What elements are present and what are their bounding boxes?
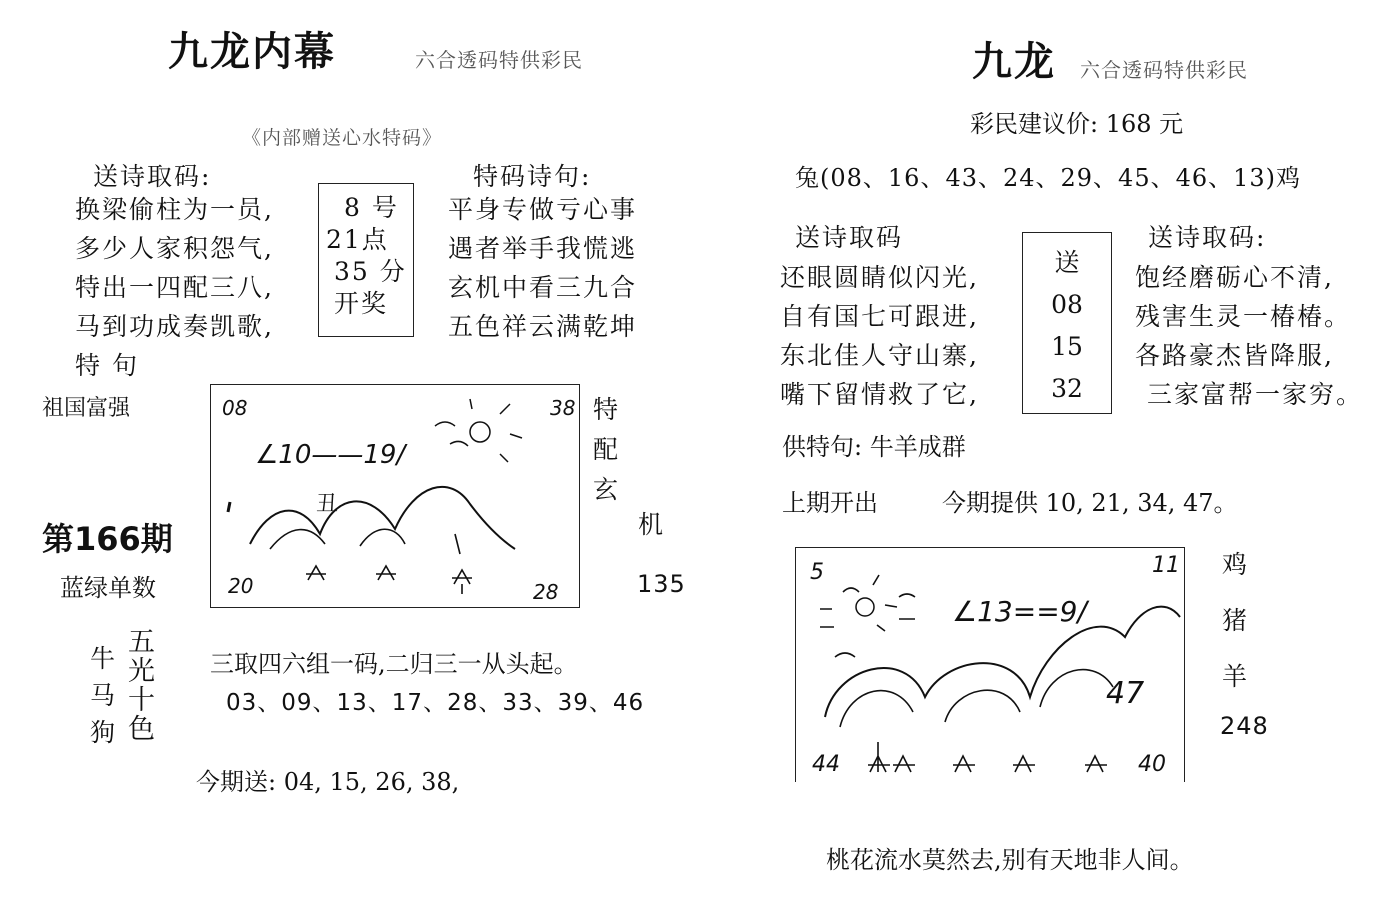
- last-issue-label: 上期开出: [782, 489, 878, 517]
- right-poem-right: [1135, 258, 1363, 414]
- special-label: 特 句: [75, 351, 139, 380]
- poem-line: 马到功成奏凯歌,: [75, 312, 274, 341]
- poem-line: 各路豪杰皆降服,: [1135, 341, 1334, 370]
- send-numbers: 今期送: 04, 15, 26, 38,: [196, 768, 460, 796]
- animal: 牛: [90, 644, 118, 673]
- draw-day: 8 号: [344, 193, 399, 222]
- left-sketch-drawing: [210, 384, 580, 608]
- issue-number: 第166期: [42, 520, 173, 558]
- poem-line: 特出一四配三八,: [75, 273, 274, 302]
- five-ten-colors: [128, 628, 155, 744]
- number-line: 兔(08、16、43、24、29、45、46、13)鸡: [795, 164, 1302, 192]
- right-sketch-drawing: [795, 547, 1185, 783]
- poem-line: 三家富帮一家穷。: [1147, 380, 1364, 409]
- left-poem-header: 送诗取码:: [93, 162, 212, 191]
- left-animals: [90, 640, 117, 751]
- poem-line: 自有国七可跟进,: [780, 302, 979, 331]
- right-sketch-bl: 44: [812, 752, 840, 777]
- left-sketch-tl: 08: [222, 396, 248, 420]
- poem-line: 平身专做亏心事: [448, 195, 638, 224]
- rule-text: 三取四六组一码,二归三一从头起。: [210, 650, 578, 678]
- poem-line: 还眼圆睛似闪光,: [780, 263, 979, 292]
- left-sketch-br: 28: [533, 580, 559, 604]
- poem-line: 东北佳人守山寨,: [780, 341, 979, 370]
- right-sketch-br: 40: [1138, 752, 1166, 777]
- left-vertical-hint: [593, 390, 620, 510]
- left-sketch-char: 丑: [316, 492, 339, 517]
- right-sketch-num: 47: [1106, 676, 1145, 711]
- draw-label: 开奖: [334, 289, 389, 318]
- right-poem-left: [780, 258, 979, 414]
- hint-char: 玄: [593, 475, 621, 504]
- right-sketch-tr: 11: [1152, 553, 1180, 578]
- draw-minute: 35 分: [334, 257, 407, 286]
- draw-time-text: [326, 192, 407, 320]
- right-title-sub: 六合透码特供彩民: [1080, 58, 1248, 82]
- five-ten-char: 十: [128, 685, 155, 716]
- poem-line: 多少人家积怨气,: [75, 234, 274, 263]
- poem-line: 嘴下留情救了它,: [780, 380, 979, 409]
- left-title-sub: 六合透码特供彩民: [415, 48, 583, 72]
- left-sketch-bl: 20: [228, 574, 254, 598]
- right-vertical-animals: [1222, 537, 1249, 705]
- animal: 猪: [1222, 606, 1250, 635]
- special-phrase: 祖国富强: [42, 396, 131, 421]
- send-number: 15: [1051, 332, 1083, 361]
- poem-line: 残害生灵一椿椿。: [1135, 302, 1352, 331]
- draw-hour: 21点: [326, 225, 389, 254]
- right-sketch-tl: 5: [810, 560, 824, 585]
- color-hint: 蓝绿单数: [60, 574, 156, 602]
- poem-line: 饱经磨砺心不清,: [1135, 263, 1334, 292]
- animal: 羊: [1222, 662, 1250, 691]
- left-subtitle: 《内部赠送心水特码》: [242, 127, 443, 149]
- closing-poem: 桃花流水莫然去,别有天地非人间。: [826, 846, 1194, 874]
- suggested-price: 彩民建议价: 168 元: [970, 110, 1184, 138]
- left-title: 九龙内幕: [168, 28, 336, 75]
- five-ten-char: 色: [128, 714, 155, 745]
- animal: 鸡: [1222, 550, 1250, 579]
- right-vertical-num: 248: [1220, 712, 1269, 740]
- poem-line: 遇者举手我慌逃: [448, 234, 638, 263]
- right-poem-header-left: 送诗取码: [795, 223, 904, 252]
- left-special-poem: [448, 190, 637, 346]
- hint-char: 配: [593, 435, 621, 464]
- poem-line: 换梁偷柱为一员,: [75, 195, 274, 224]
- send-box-text: [1022, 242, 1112, 410]
- right-poem-header-right: 送诗取码:: [1148, 223, 1267, 252]
- rule-numbers: 03、09、13、17、28、33、39、46: [226, 690, 645, 716]
- animal: 马: [90, 681, 118, 710]
- hint-char: 特: [593, 395, 621, 424]
- right-special-phrase: 供特句: 牛羊成群: [782, 433, 966, 461]
- left-poem-lines: [75, 190, 274, 346]
- poem-line: 五色祥云满乾坤: [448, 312, 638, 341]
- right-title: 九龙: [972, 38, 1056, 85]
- left-vertical-hint-last: 机: [638, 510, 666, 539]
- five-ten-char: 五: [128, 627, 155, 658]
- left-sketch-tr: 38: [550, 396, 576, 420]
- left-special-poem-header: 特码诗句:: [473, 162, 592, 191]
- right-sketch-mid: ∠13==9∕: [952, 595, 1087, 628]
- send-label: 送: [1054, 248, 1080, 277]
- five-ten-char: 光: [128, 656, 155, 687]
- animal: 狗: [90, 718, 118, 747]
- poem-line: 玄机中看三九合: [448, 273, 638, 302]
- send-number: 32: [1051, 374, 1083, 403]
- send-number: 08: [1051, 290, 1083, 319]
- left-vertical-num: 135: [637, 570, 686, 598]
- this-issue-numbers: 今期提供 10, 21, 34, 47。: [942, 489, 1238, 517]
- left-sketch-mid: ∠10——19∕: [255, 440, 406, 470]
